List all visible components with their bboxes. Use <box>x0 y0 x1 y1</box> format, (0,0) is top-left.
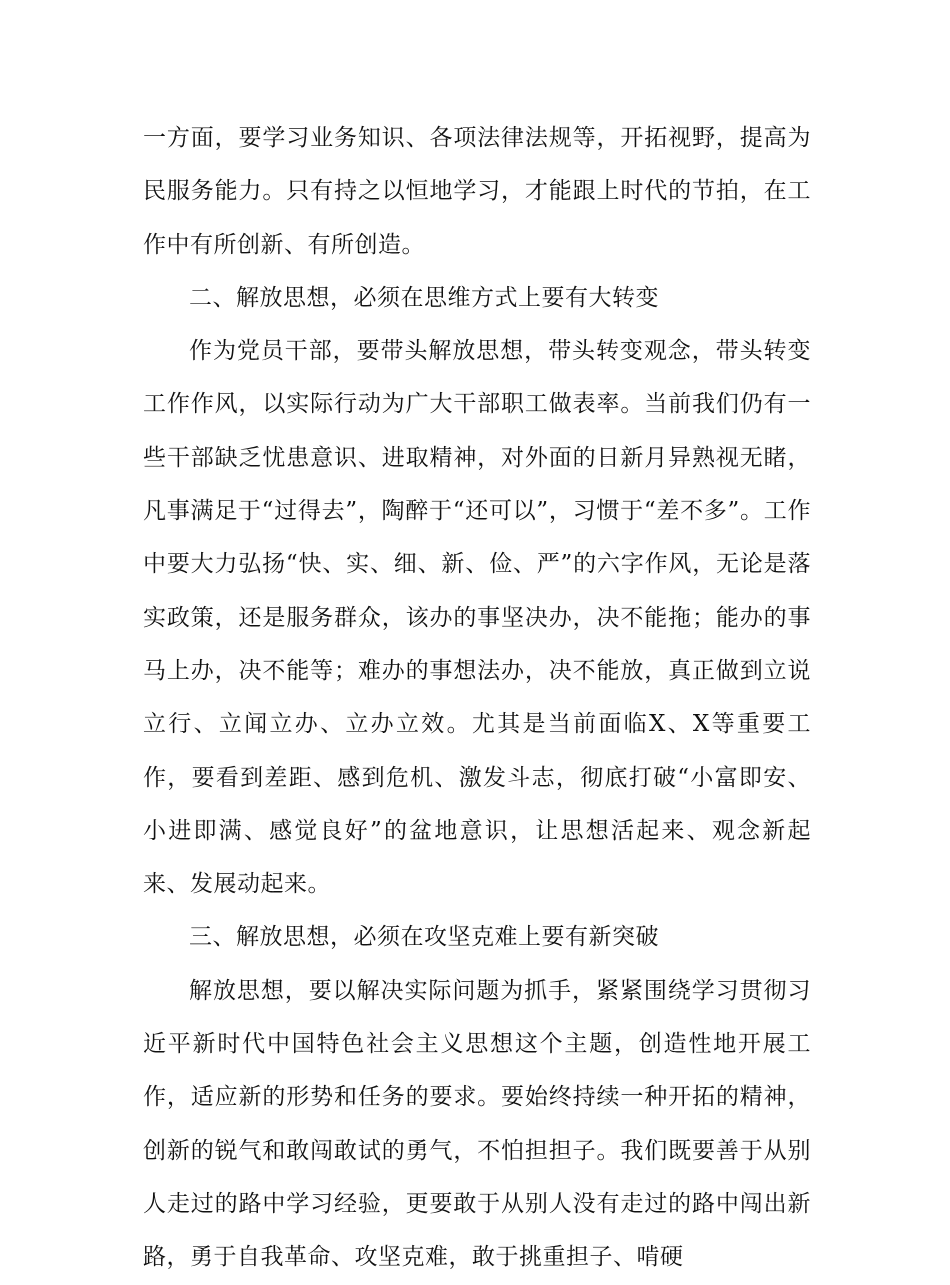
paragraph-section-2: 作为党员干部，要带头解放思想，带头转变观念，带头转变工作作风，以实际行动为广大干部职工做表率。当前我们仍有一些干部缺乏忧患意识、进取精神，对外面的日新月异熟视无睹，凡事满足于“过得去”，陶醉于“还可以”，习惯于“差不多”。工作中要大力弘扬“快、实、细、新、俭、严”的六字作风，无论是落实政策，还是服务群众，该办的事坚决办，决不能拖；能办的事马上办，决不能等；难办的事想法办，决不能放，真正做到立说立行、立闻立办、立办立效。尤其是当前面临X、X等重要工作，要看到差距、感到危机、激发斗志，彻底打破“小富即安、小进即满、感觉良好”的盆地意识，让思想活起来、观念新起来、发展动起来。 <box>143 338 811 898</box>
paragraph-section-3: 解放思想，要以解决实际问题为抓手，紧紧围绕学习贯彻习近平新时代中国特色社会主义思想这个主题，创造性地开展工作，适应新的形势和任务的要求。要始终持续一种开拓的精神，创新的锐气和敢闯敢试的勇气，不怕担担子。我们既要善于从别人走过的路中学习经验，更要敢于从别人没有走过的路中闯出新路，勇于自我革命、攻坚克难，敢于挑重担子、啃硬 <box>143 977 811 1271</box>
document-body <box>143 112 811 1285</box>
section-heading-2: 二、解放思想，必须在思维方式上要有大转变 <box>189 284 659 311</box>
paragraph-continued: 一方面，要学习业务知识、各项法律法规等，开拓视野，提高为民服务能力。只有持之以恒地学习，才能跟上时代的节拍，在工作中有所创新、有所创造。 <box>143 125 811 258</box>
section-heading-3: 三、解放思想，必须在攻坚克难上要有新突破 <box>189 924 659 951</box>
